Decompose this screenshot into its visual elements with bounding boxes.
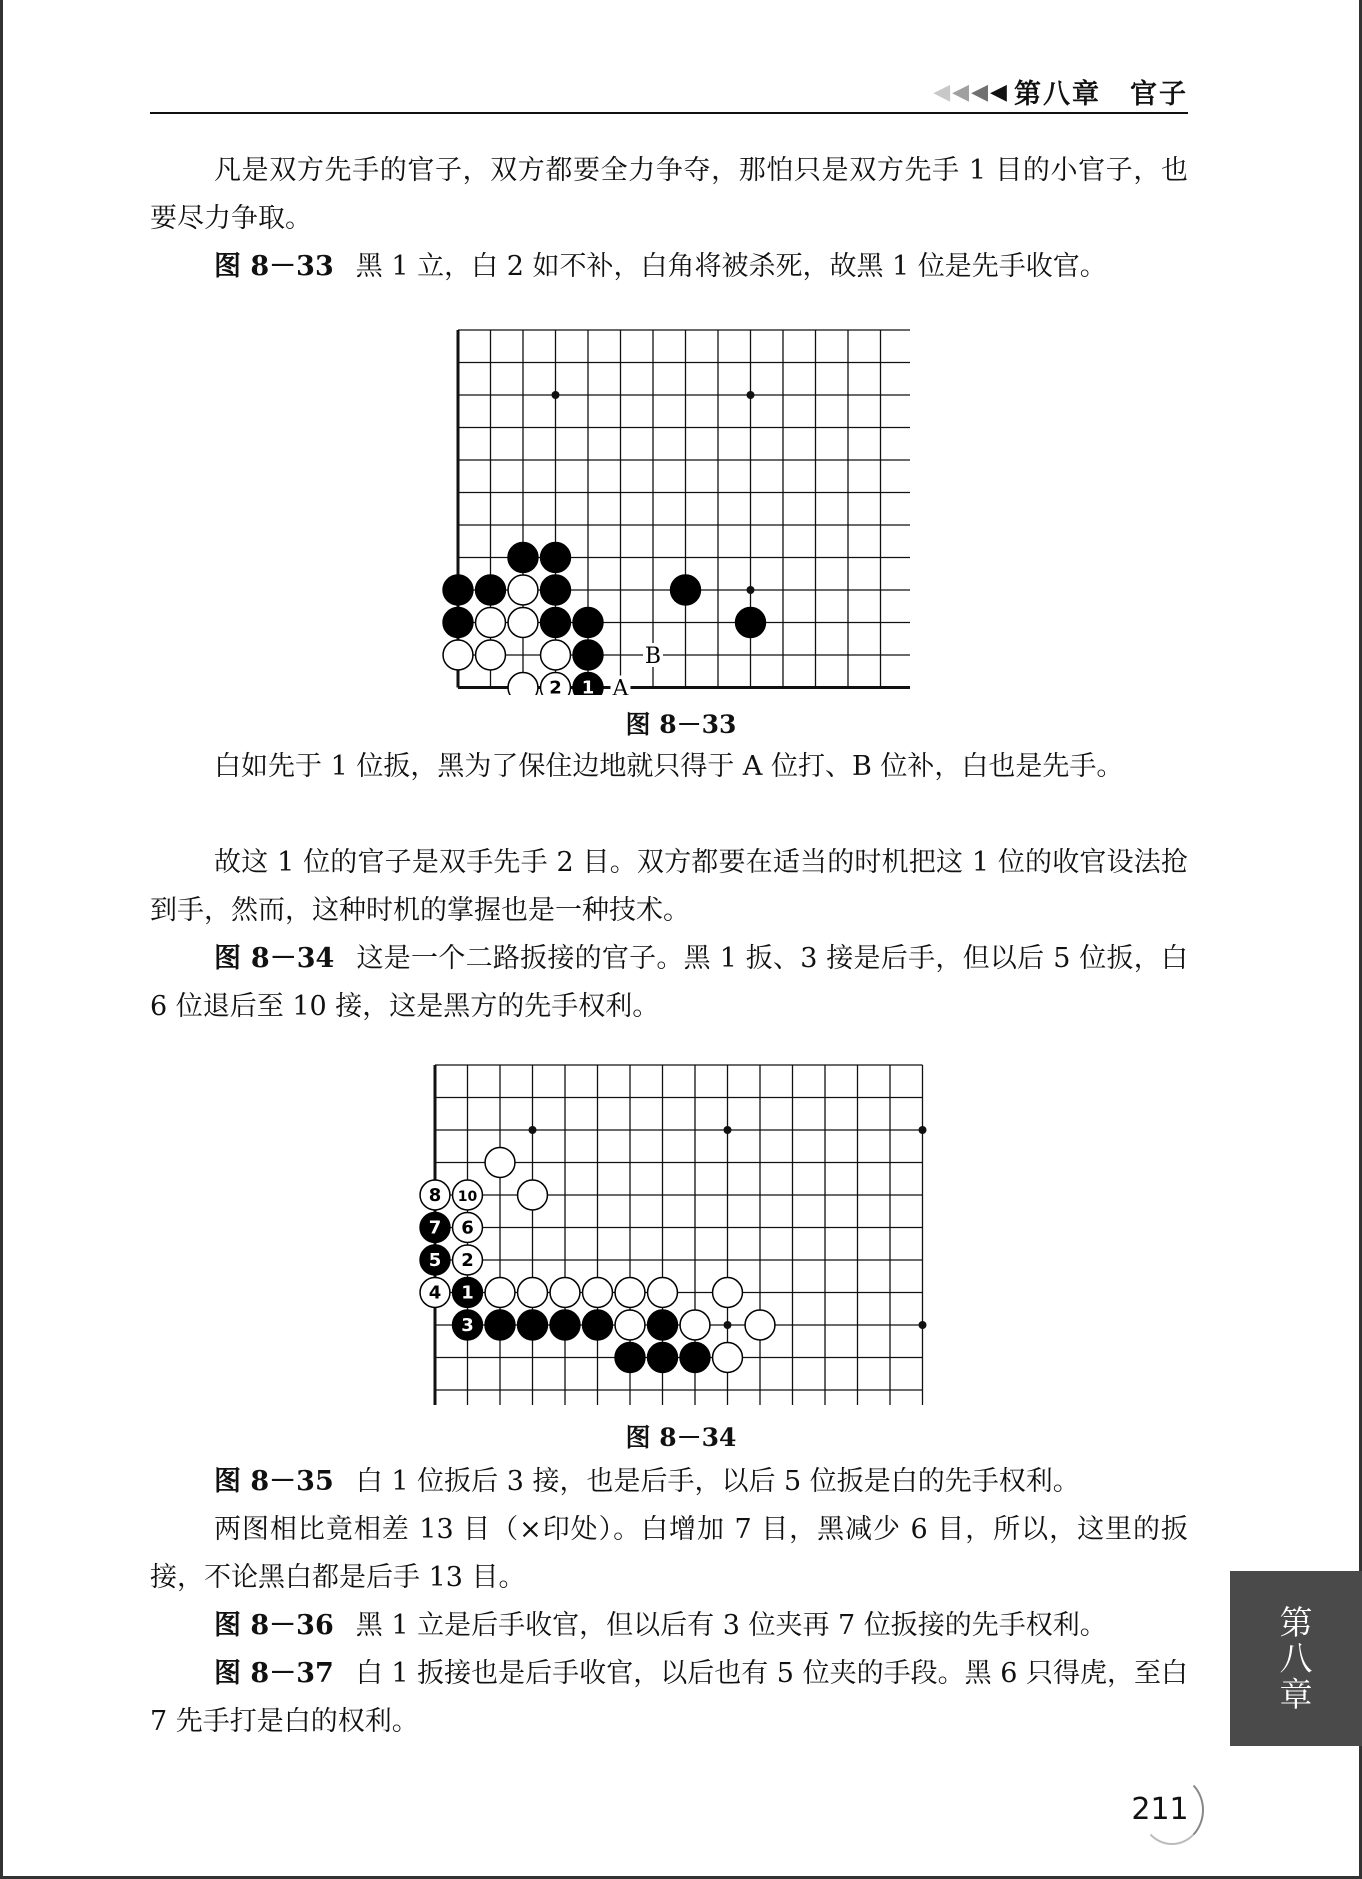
black-stone	[550, 1310, 580, 1340]
black-stone	[680, 1343, 710, 1373]
white-stone	[541, 640, 571, 670]
paragraph-6: 图 8－35 白 1 位扳后 3 接，也是后手，以后 5 位扳是白的先手权利。	[214, 1466, 1080, 1497]
white-stone	[648, 1278, 678, 1308]
paragraph-4: 故这 1 位的官子是双手先手 2 目。双方都要在适当的时机把这 1 位的收官设法抢到手，然而，这种时机的掌握也是一种技术。	[150, 847, 1188, 926]
running-head	[150, 72, 1188, 114]
move-number-label: 5	[428, 1250, 442, 1271]
black-stone	[443, 608, 473, 638]
figure-ref: 图 8－35	[214, 1466, 334, 1497]
black-stone	[573, 640, 603, 670]
hoshi-point	[747, 586, 755, 594]
move-number-label: 2	[461, 1250, 474, 1271]
hoshi-point	[919, 1126, 927, 1134]
hoshi-point	[724, 1321, 732, 1329]
hoshi-point	[747, 391, 755, 399]
move-number-label: 4	[428, 1282, 442, 1304]
black-stone	[518, 1310, 548, 1340]
move-number-label: 1	[581, 677, 595, 695]
figure-ref: 图 8－34	[214, 943, 335, 974]
move-number-label: 2	[549, 677, 562, 695]
paragraph-5: 图 8－34 这是一个二路扳接的官子。黑 1 扳、3 接是后手，但以后 5 位扳，白 6 位退后至 10 接，这是黑方的先手权利。	[150, 943, 1188, 1022]
black-stone	[541, 543, 571, 573]
figure-caption-8-34: 图 8－34	[625, 1423, 737, 1452]
paragraph-3: 白如先于 1 位扳，黑为了保住边地就只得于 A 位打、B 位补，白也是先手。	[214, 751, 1124, 782]
go-diagram-8-34	[410, 1040, 930, 1405]
move-number-label: 10	[457, 1189, 478, 1205]
point-letter: B	[644, 644, 662, 669]
figure-ref: 图 8－33	[214, 251, 334, 282]
paragraph-7: 两图相比竟相差 13 目（×印处）。白增加 7 目，黑减少 6 目，所以，这里的扳接，不论黑白都是后手 13 目。	[150, 1514, 1188, 1593]
black-stone	[485, 1310, 515, 1340]
black-stone	[648, 1310, 678, 1340]
move-number-label: 7	[428, 1217, 442, 1239]
figure-ref: 图 8－36	[214, 1610, 334, 1641]
white-stone	[508, 608, 538, 638]
white-stone	[476, 640, 506, 670]
chapter-title: 第八章 官子	[1014, 79, 1188, 110]
black-stone	[573, 608, 603, 638]
white-stone	[615, 1310, 645, 1340]
white-stone	[485, 1148, 515, 1178]
black-stone	[583, 1310, 613, 1340]
black-stone	[736, 608, 766, 638]
hoshi-point	[919, 1321, 927, 1329]
black-stone	[671, 575, 701, 605]
move-number-label: 3	[461, 1315, 474, 1336]
black-stone	[541, 608, 571, 638]
chapter-side-tab: 第 八 章	[1230, 1571, 1362, 1746]
black-stone	[541, 575, 571, 605]
page-border-left	[0, 0, 3, 1879]
hoshi-point	[529, 1126, 537, 1134]
white-stone	[443, 640, 473, 670]
white-stone	[485, 1278, 515, 1308]
move-number-label: 1	[461, 1282, 474, 1304]
figure-caption-8-33: 图 8－33	[625, 710, 737, 739]
black-stone	[508, 543, 538, 573]
paragraph-1: 凡是双方先手的官子，双方都要全力争夺，那怕只是双方先手 1 目的小官子，也要尽力争取。	[150, 155, 1188, 234]
white-stone	[508, 673, 538, 695]
white-stone	[550, 1278, 580, 1308]
move-number-label: 8	[428, 1185, 442, 1206]
black-stone	[615, 1343, 645, 1373]
paragraph-9: 图 8－37 白 1 扳接也是后手收官，以后也有 5 位夹的手段。黑 6 只得虎，至白 7 先手打是白的权利。	[150, 1658, 1189, 1737]
figure-ref: 图 8－37	[214, 1658, 334, 1689]
black-stone	[443, 575, 473, 605]
black-stone	[648, 1343, 678, 1373]
white-stone	[713, 1278, 743, 1308]
white-stone	[713, 1343, 743, 1373]
black-stone	[476, 575, 506, 605]
page-number: 211	[1131, 1792, 1189, 1827]
white-stone	[680, 1310, 710, 1340]
white-stone	[615, 1278, 645, 1308]
hoshi-point	[552, 391, 560, 399]
hoshi-point	[724, 1126, 732, 1134]
white-stone	[518, 1278, 548, 1308]
white-stone	[518, 1180, 548, 1210]
point-letter: A	[612, 676, 629, 695]
white-stone	[745, 1310, 775, 1340]
move-number-label: 6	[461, 1217, 474, 1239]
arrows-icon: ◀◀◀◀	[933, 80, 1009, 105]
white-stone	[583, 1278, 613, 1308]
paragraph-2: 图 8－33 黑 1 立，白 2 如不补，白角将被杀死，故黑 1 位是先手收官。	[214, 251, 1107, 282]
white-stone	[476, 608, 506, 638]
white-stone	[508, 575, 538, 605]
paragraph-8: 图 8－36 黑 1 立是后手收官，但以后有 3 位夹再 7 位扳接的先手权利。	[214, 1610, 1107, 1641]
go-diagram-8-33	[440, 300, 910, 695]
